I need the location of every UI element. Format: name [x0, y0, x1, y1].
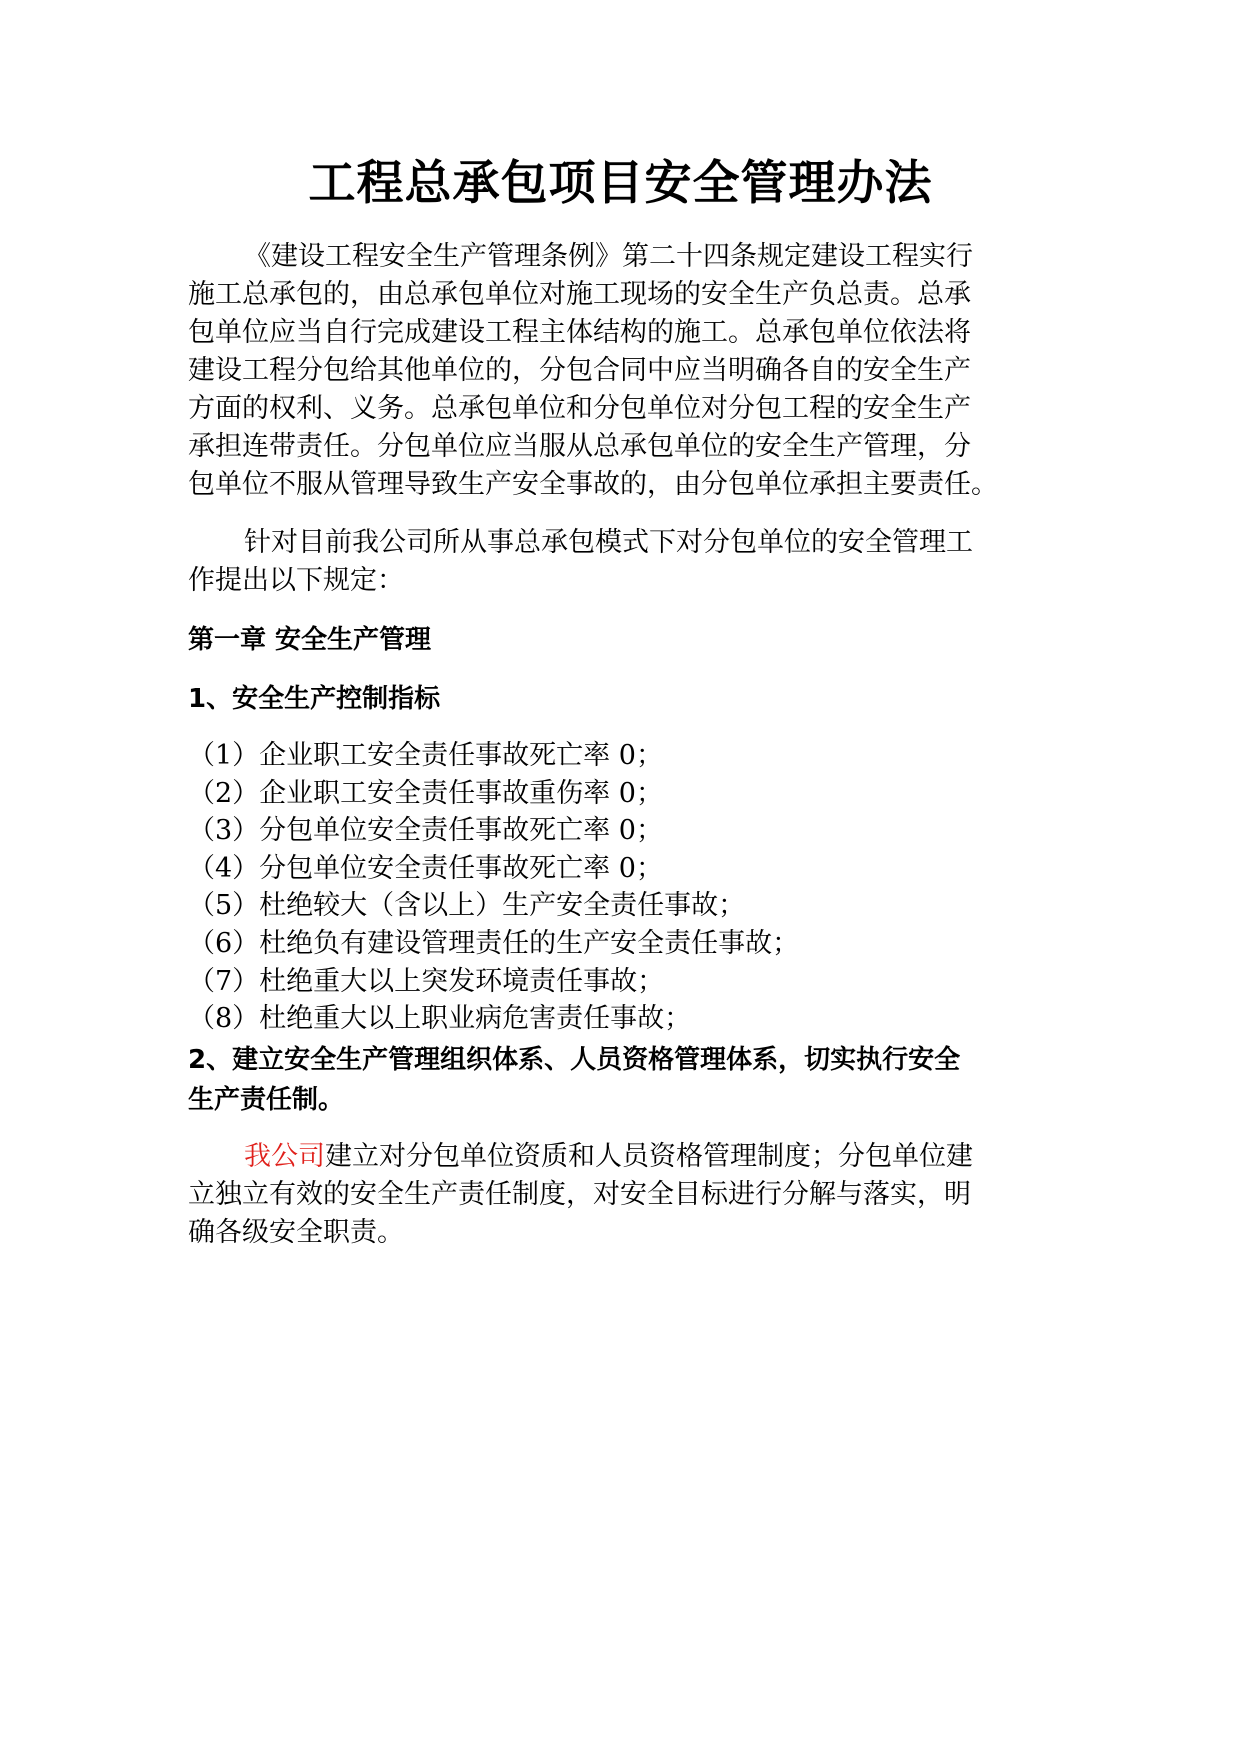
- intro-line: 《建设工程安全生产管理条例》第二十四条规定建设工程实行: [244, 241, 973, 272]
- section2-line: 确各级安全职责。: [188, 1217, 404, 1248]
- list-item: （7）杜绝重大以上突发环境责任事故；: [188, 965, 665, 997]
- section-heading: 1、安全生产控制指标: [188, 684, 441, 714]
- intro-line: 方面的权利、义务。总承包单位和分包单位对分包工程的安全生产: [188, 393, 971, 424]
- chapter-heading: 第一章 安全生产管理: [188, 625, 432, 655]
- intro-line: 建设工程分包给其他单位的，分包合同中应当明确各自的安全生产: [188, 355, 971, 386]
- section2-line-text: 建立对分包单位资质和人员资格管理制度；分包单位建: [325, 1141, 973, 1172]
- list-item: （3）分包单位安全责任事故死亡率 0；: [188, 815, 663, 847]
- section-heading: [188, 1040, 1068, 1120]
- section-heading-line: 2、建立安全生产管理组织体系、人员资格管理体系，切实执行安全: [188, 1045, 961, 1075]
- intro-line: 承担连带责任。分包单位应当服从总承包单位的安全生产管理，分: [188, 431, 971, 462]
- list-item: （6）杜绝负有建设管理责任的生产安全责任事故；: [188, 927, 800, 959]
- intro-line: 包单位应当自行完成建设工程主体结构的施工。总承包单位依法将: [188, 317, 971, 348]
- list-item: （2）企业职工安全责任事故重伤率 0；: [188, 777, 663, 809]
- control-indicator-list: [188, 737, 1048, 1038]
- scope-line: 针对目前我公司所从事总承包模式下对分包单位的安全管理工: [244, 527, 973, 558]
- section2-line: 立独立有效的安全生产责任制度，对安全目标进行分解与落实，明: [188, 1179, 971, 1210]
- highlighted-text: 我公司: [244, 1141, 325, 1172]
- scope-line: 作提出以下规定：: [188, 565, 404, 596]
- intro-line: 包单位不服从管理导致生产安全事故的，由分包单位承担主要责任。: [188, 469, 998, 500]
- list-item: （5）杜绝较大（含以上）生产安全责任事故；: [188, 890, 746, 922]
- list-item: （4）分包单位安全责任事故死亡率 0；: [188, 852, 663, 884]
- section2-paragraph: [188, 1138, 1048, 1252]
- intro-line: 施工总承包的，由总承包单位对施工现场的安全生产负总责。总承: [188, 279, 971, 310]
- section-heading-line: 生产责任制。: [188, 1085, 345, 1115]
- list-item: （1）企业职工安全责任事故死亡率 0；: [188, 740, 663, 771]
- scope-paragraph: [188, 524, 1048, 600]
- document-title: 工程总承包项目安全管理办法: [308, 156, 933, 211]
- intro-paragraph: [188, 238, 1048, 504]
- section2-line: [188, 1138, 1048, 1176]
- list-item: （8）杜绝重大以上职业病危害责任事故；: [188, 1003, 692, 1035]
